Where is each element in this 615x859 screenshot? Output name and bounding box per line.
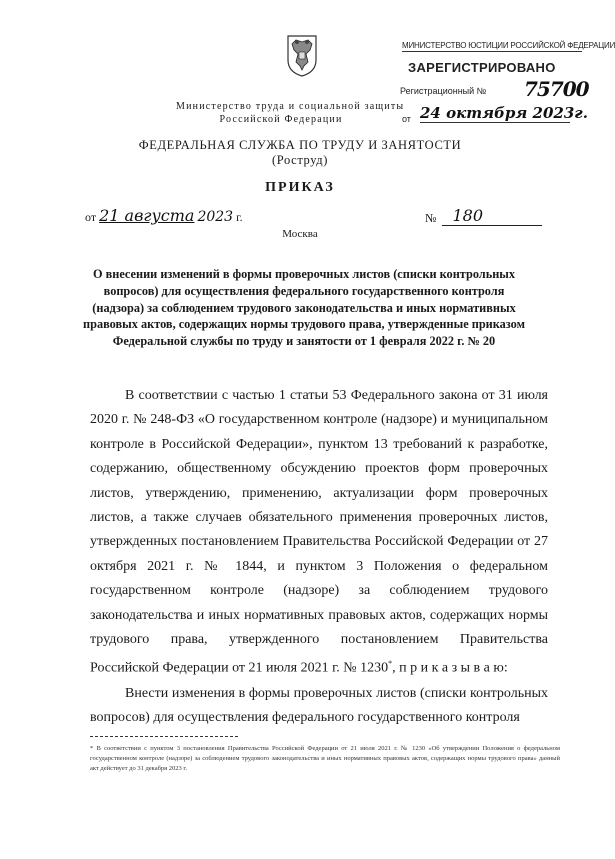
order-number-line [442, 206, 542, 226]
order-number [425, 206, 550, 230]
body-paragraph-1-main: В соответствии с частью 1 статьи 53 Федерального закона от 31 июля 2020 г. № 248-ФЗ «О государственном контроле (надзоре) и муниципальном контроле в Российской Федерации», пунктом 13 требований к разработке, содержанию, общественному обсуждению проектов форм проверочных листов, утверждению, применению, актуализации форм проверочных листов, а также случаев обязательного применения проверочных листов, утвержденных постановлением Правительства Российской Федерации от 27 октября 2021 г. № 1844, и пунктом 3 Положения о федеральном государственном контроле (надзоре) за соблюдением трудового законодательства и иных нормативных правовых актов, содержащих нормы трудового права, утвержденного постановлением Правительства Российской Федерации от 21 июля 2021 г. № 1230 [90, 388, 548, 677]
order-year-suffix: г. [236, 210, 243, 224]
coat-of-arms-icon [284, 32, 320, 78]
order-year: 2023 [197, 209, 234, 225]
ministry-line2: Российской Федерации [219, 114, 343, 125]
order-number-handwritten: 180 [452, 206, 483, 225]
stamp-date-label: от [402, 114, 411, 124]
ministry-name [176, 100, 405, 126]
stamp-date-value: 24 октября 2023г. [420, 104, 588, 122]
order-date-handwritten: 21 августа [99, 206, 195, 225]
order-number-prefix: № [425, 211, 437, 225]
ministry-line1: Министерство труда и социальной защиты [176, 101, 405, 112]
order-body [90, 384, 548, 730]
stamp-registered: ЗАРЕГИСТРИРОВАНО [408, 60, 556, 75]
document-title: ПРИКАЗ [265, 180, 335, 195]
stamp-ministry-header: МИНИСТЕРСТВО ЮСТИЦИИ РОССИЙСКОЙ ФЕДЕРАЦИИ [402, 41, 615, 50]
service-line2: (Роструд) [272, 153, 328, 167]
service-name [100, 138, 500, 168]
order-city: Москва [282, 228, 318, 240]
stamp-reg-label: Регистрационный № [400, 86, 487, 96]
body-paragraph-2: Внести изменения в формы проверочных листов (списки контрольных вопросов) для осуществления федерального государственного контроля [90, 685, 548, 725]
footnote: * В соответствии с пунктом 3 постановления Правительства Российской Федерации от 21 июля 2021 г. № 1230 «Об утверждении Положения о федеральном государственном контроле (надзоре) за соблюдением трудового законодательства и иных нормативных правовых актов, содержащих нормы трудового права» данный акт действует до 31 декабря 2023 г. [90, 745, 560, 772]
order-heading: О внесении изменений в формы проверочных листов (списки контрольных вопросов) для осуществления федерального государственного контроля (надзора) за соблюдением трудового законодательства и иных нормативных правовых актов, содержащих нормы трудового права, утвержденные приказом Федеральной службы по труду и занятости от 1 февраля 2022 г. № 20 [83, 267, 525, 349]
stamp-reg-number: 75700 [524, 77, 589, 101]
service-line1: ФЕДЕРАЛЬНАЯ СЛУЖБА ПО ТРУДУ И ЗАНЯТОСТИ [138, 138, 462, 152]
order-date [85, 206, 245, 230]
footnote-mark: * [388, 659, 393, 669]
body-paragraph-1-end: , п р и к а з ы в а ю: [392, 661, 508, 677]
body-paragraph-1 [90, 384, 548, 682]
footnote-divider [90, 736, 238, 737]
order-date-prefix: от [85, 210, 97, 224]
